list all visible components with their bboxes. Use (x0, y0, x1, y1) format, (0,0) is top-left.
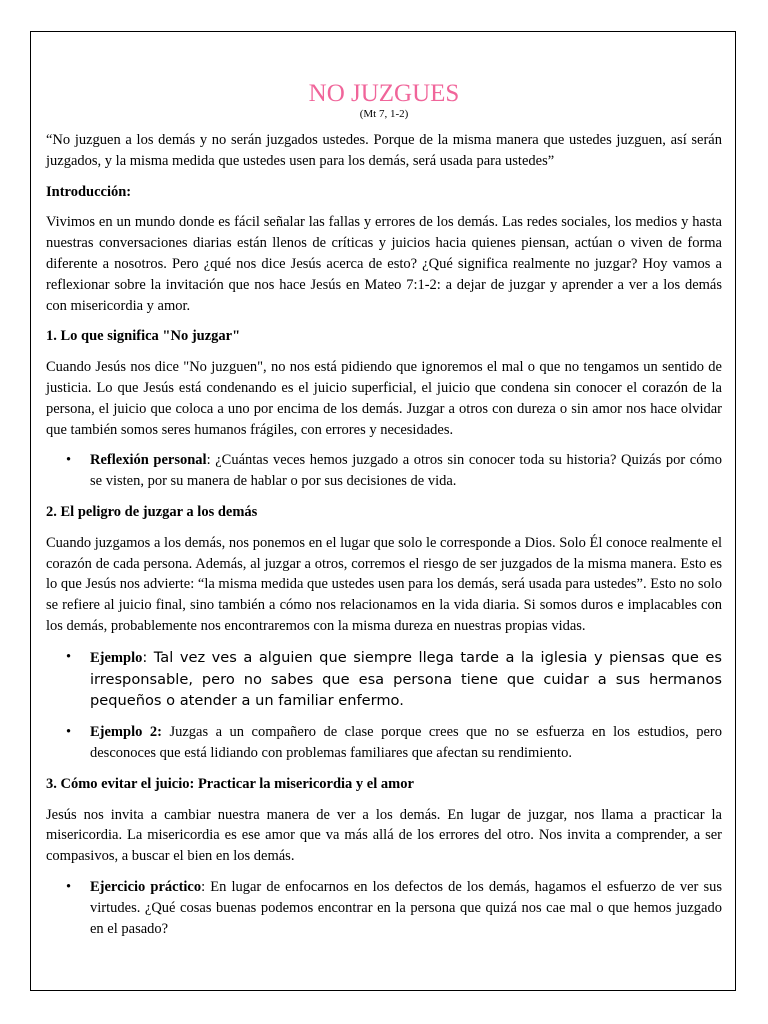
bible-reference: (Mt 7, 1-2) (359, 108, 409, 120)
bullet-label: Ejemplo 2: (90, 724, 162, 741)
bullet-text: : ¿Cuántas veces hemos juzgado a otros sin conocer toda su historia? Quizás por cómo se visten, por su manera de hablar o por sus decisiones de vida. (90, 452, 722, 490)
section2-paragraph: Cuando juzgamos a los demás, nos ponemos en el lugar que solo le corresponde a Dios. Solo Él conoce realmente el corazón de cada persona. Además, al juzgar a otros, corremos el riesgo de ser juzgados de la misma manera. Esto es lo que Jesús nos advierte: “la misma medida que ustedes usen para los demás, será usada para ustedes”. Esto no solo se refiere al juicio final, sino también a cómo nos relacionamos en la vida diaria. Si somos duros e implacables con los demás, probablemente nos encontraremos con la misma dureza en nuestras propias vidas. (46, 534, 722, 634)
document-title: NO JUZGUES (308, 80, 460, 107)
bullet-label: Ejemplo (90, 649, 143, 666)
section1-list (46, 450, 722, 492)
list-item (90, 722, 722, 764)
bullet-text: Juzgas a un compañero de clase porque crees que no se esfuerza en los estudios, pero desconoces que está lidiando con problemas familiares que afectan su rendimiento. (90, 724, 722, 761)
list-item (90, 877, 722, 939)
page-frame (30, 31, 736, 991)
list-item (90, 450, 722, 492)
list-item (90, 647, 722, 712)
bullet-label: Ejercicio práctico (90, 878, 202, 895)
opening-quote: “No juzguen a los demás y no serán juzgados ustedes. Porque de la misma manera que ustedes juzguen, así serán juzgados, y la misma medida que ustedes usen para los demás, será usada para ustedes” (46, 132, 722, 169)
section1-paragraph: Cuando Jesús nos dice "No juzguen", no nos está pidiendo que ignoremos el mal o que no tengamos un sentido de justicia. Lo que Jesús está condenando es el juicio superficial, el juicio que condena sin conocer el corazón de la persona, el juicio que coloca a uno por encima de los demás. Juzgar a otros con dureza o sin amor nos hace olvidar que también somos seres humanos frágiles, con errores y necesidades. (46, 359, 722, 438)
document-body (46, 76, 722, 949)
section2-list (46, 647, 722, 764)
intro-heading: Introducción: (46, 183, 132, 200)
section3-paragraph: Jesús nos invita a cambiar nuestra manera de ver a los demás. En lugar de juzgar, nos llama a practicar la misericordia. La misericordia es ese amor que va más allá de los errores del otro. Nos invita a comprender, a ser compasivos, a buscar el bien en los demás. (46, 806, 722, 865)
intro-paragraph: Vivimos en un mundo donde es fácil señalar las fallas y errores de los demás. Las redes sociales, los medios y hasta nuestras conversaciones diarias están llenos de críticas y juicios hacia quienes piensan, actúan o viven de forma diferente a nosotros. Pero ¿qué nos dice Jesús acerca de esto? ¿Qué significa realmente no juzgar? Hoy vamos a reflexionar sobre la invitación que nos hace Jesús en Mateo 7:1-2: a dejar de juzgar y aprender a ver a los demás con misericordia y amor. (46, 214, 722, 314)
section3-list (46, 877, 722, 939)
section2-heading: 2. El peligro de juzgar a los demás (46, 503, 258, 520)
bullet-text: : En lugar de enfocarnos en los defectos de los demás, hagamos el esfuerzo de ver sus virtudes. ¿Qué cosas buenas podemos encontrar en la persona que quizá nos cae mal o que hemos juzgado en el pasado? (90, 878, 722, 937)
bullet-text: : Tal vez ves a alguien que siempre llega tarde a la iglesia y piensas que es irresponsable, pero no sabes que esa persona tiene que cuidar a sus hermanos pequeños o atender a un familiar enfermo. (90, 648, 722, 710)
section3-heading: 3. Cómo evitar el juicio: Practicar la misericordia y el amor (46, 775, 414, 792)
bullet-label: Reflexión personal (90, 452, 207, 469)
section1-heading: 1. Lo que significa "No juzgar" (46, 328, 241, 345)
